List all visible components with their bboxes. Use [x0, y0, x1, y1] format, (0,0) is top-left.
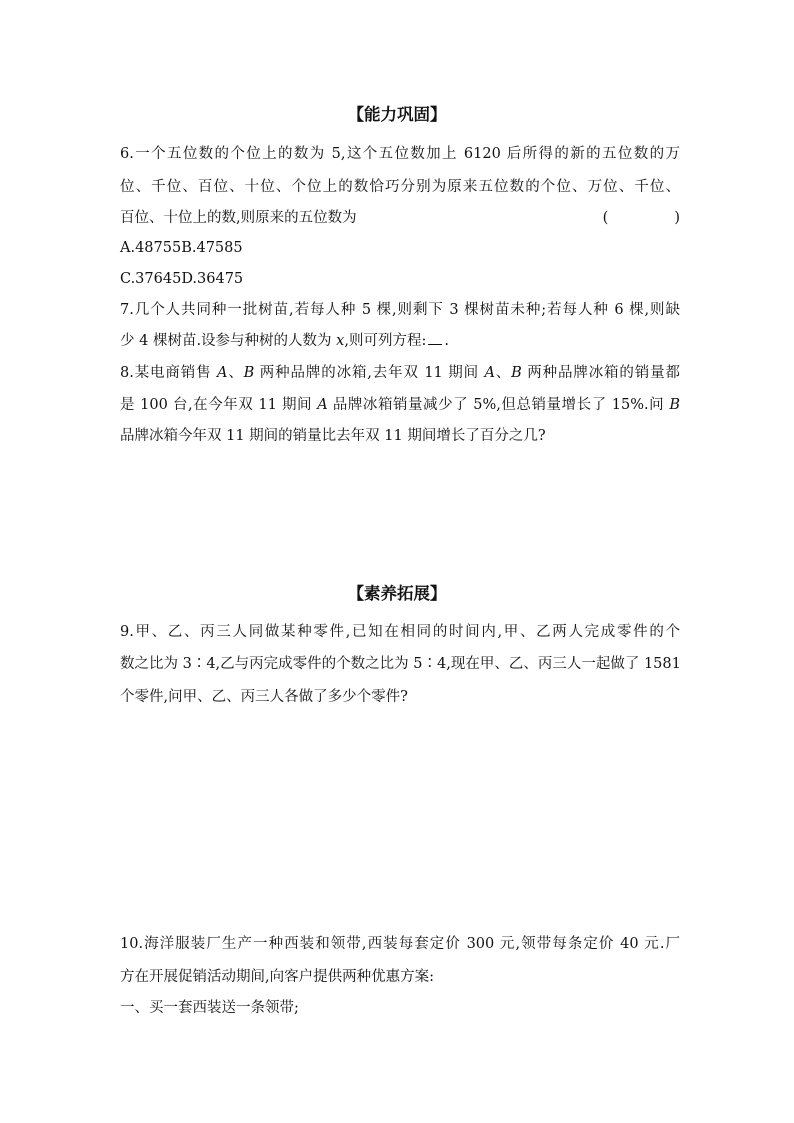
q8-text: 8.某电商销售	[120, 365, 217, 381]
q7-variable-x: x	[336, 333, 345, 349]
section-heading-literacy: 【素养拓展】	[347, 584, 447, 603]
q10-line-2: 方在开展促销活动期间,向客户提供两种优惠方案:	[120, 969, 434, 985]
q8-var-a: A	[317, 397, 328, 413]
section-heading-ability: 【能力巩固】	[347, 105, 447, 124]
q8-text: 、	[227, 365, 244, 381]
q7-text-post: ,则可列方程:	[344, 333, 427, 349]
q7-answer-blank	[428, 330, 442, 345]
q7-line-2	[120, 330, 680, 352]
paren-open: (	[602, 210, 609, 226]
q6-options-cd: C.37645D.36475	[120, 271, 244, 287]
q8-text: 两种品牌冰箱的销量都	[521, 365, 680, 381]
q7-text-end: .	[444, 333, 449, 349]
q6-line-3	[120, 207, 680, 229]
q8-text: 、	[494, 365, 512, 381]
q8-var-b: B	[669, 397, 680, 413]
q8-text: 是 100 台,在今年双 11 期间	[120, 397, 318, 413]
q8-line-2	[120, 394, 680, 416]
q8-text: 两种品牌的冰箱,去年双 11 期间	[254, 365, 485, 381]
q6-answer-paren	[603, 207, 680, 229]
q8-text: 品牌冰箱销量减少了 5%,但总销量增长了 15%.问	[327, 397, 670, 413]
q7-text-pre: 少 4 棵树苗.设参与种树的人数为	[120, 333, 337, 349]
q9-line-3: 个零件,问甲、乙、丙三人各做了多少个零件?	[120, 689, 408, 705]
q8-var-a: A	[216, 365, 228, 381]
q8-var-b: B	[511, 365, 522, 381]
q6-line-1: 6.一个五位数的个位上的数为 5,这个五位数加上 6120 后所得的新的五位数的万	[120, 146, 680, 162]
q6-stem-end: 百位、十位上的数,则原来的五位数为	[120, 210, 357, 226]
q8-line-3: 品牌冰箱今年双 11 期间的销量比去年双 11 期间增长了百分之几?	[120, 428, 546, 444]
q6-line-2: 位、千位、百位、十位、个位上的数恰巧分别为原来五位数的个位、万位、千位、	[120, 179, 680, 195]
q10-line-1: 10.海洋服装厂生产一种西装和领带,西装每套定价 300 元,领带每条定价 40 元.厂	[120, 936, 680, 952]
q8-var-b: B	[243, 365, 255, 381]
q9-line-1: 9.甲、乙、丙三人同做某种零件,已知在相同的时间内,甲、乙两人完成零件的个	[120, 624, 680, 640]
q7-line-1: 7.几个人共同种一批树苗,若每人种 5 棵,则剩下 3 棵树苗未种;若每人种 6 棵,则缺	[120, 302, 680, 318]
q10-line-3: 一、买一套西装送一条领带;	[120, 1000, 299, 1016]
q8-line-1	[120, 362, 680, 384]
q9-line-2: 数之比为 3∶4,乙与丙完成零件的个数之比为 5∶4,现在甲、乙、丙三人一起做了 1581	[120, 656, 681, 672]
q8-var-a: A	[484, 365, 495, 381]
paren-close: )	[674, 210, 680, 226]
q6-options-ab: A.48755B.47585	[120, 240, 243, 256]
